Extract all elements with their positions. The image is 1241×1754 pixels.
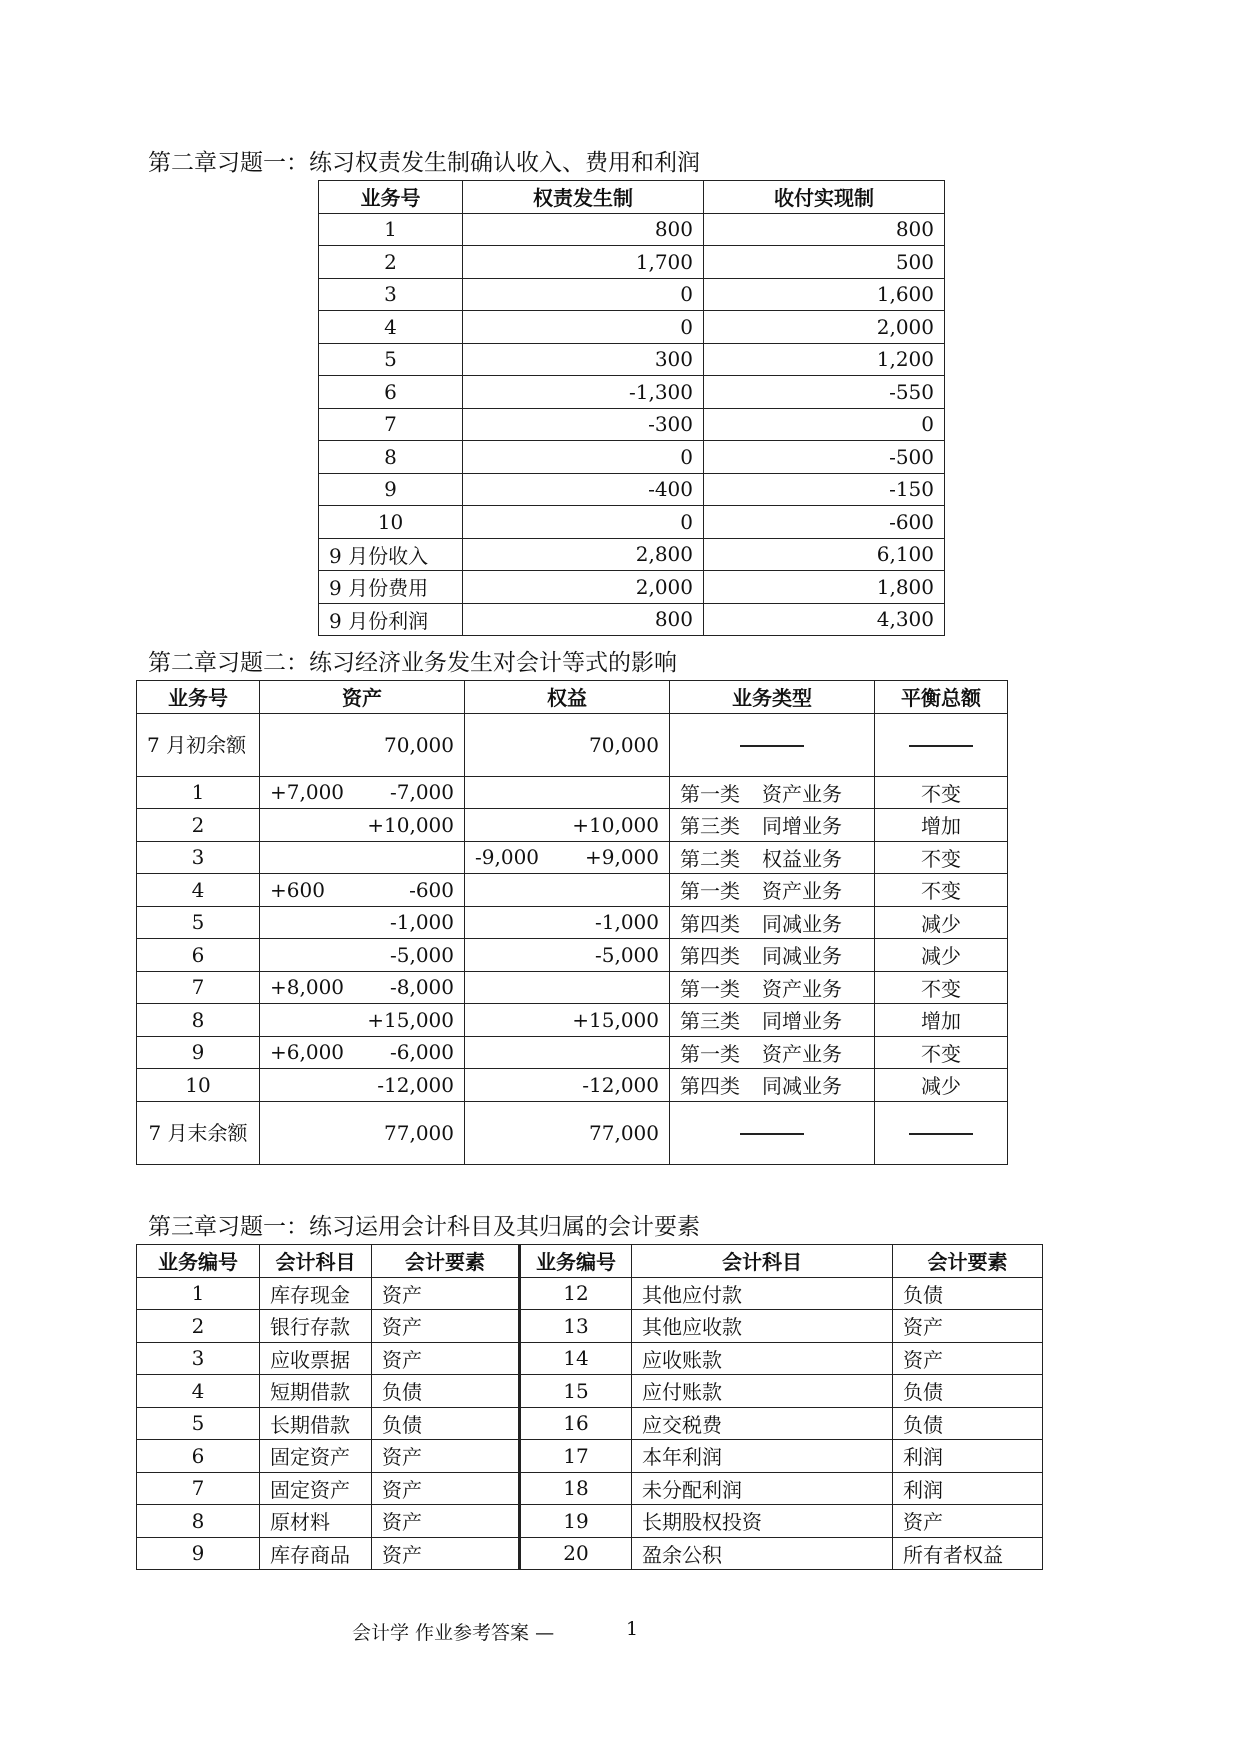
item-number: 5 xyxy=(137,1407,260,1440)
asset-split xyxy=(270,813,454,837)
account-element: 资产 xyxy=(893,1310,1043,1343)
account-name: 长期借款 xyxy=(260,1407,372,1440)
asset-cell xyxy=(260,1069,465,1102)
account-element: 利润 xyxy=(893,1440,1043,1473)
header-cell: 会计科目 xyxy=(260,1245,372,1278)
row-label: 4 xyxy=(319,311,463,344)
table-row xyxy=(137,1505,1043,1538)
account-element: 负债 xyxy=(372,1375,520,1408)
account-element: 资产 xyxy=(372,1505,520,1538)
header-cell: 业务号 xyxy=(319,181,463,214)
dash-mark xyxy=(909,1133,973,1135)
header-cell: 收付实现制 xyxy=(704,181,945,214)
asset-debit: +7,000 xyxy=(270,780,345,805)
accrual-value: 0 xyxy=(463,506,704,539)
account-name: 其他应付款 xyxy=(632,1277,893,1310)
item-number: 15 xyxy=(520,1375,632,1408)
accrual-value: -1,300 xyxy=(463,376,704,409)
row-label: 9 xyxy=(319,473,463,506)
equity-credit: -12,000 xyxy=(582,1072,659,1097)
accrual-value: 300 xyxy=(463,343,704,376)
account-element: 所有者权益 xyxy=(893,1537,1043,1570)
page-number: 1 xyxy=(626,1618,639,1640)
section2-heading: 第二章习题二：练习经济业务发生对会计等式的影响 xyxy=(148,650,677,676)
balance-change: 增加 xyxy=(875,809,1008,842)
balance-change: 不变 xyxy=(875,841,1008,874)
row-label: 9 月份利润 xyxy=(319,603,463,636)
type-class: 第四类 xyxy=(680,1074,740,1099)
account-name: 未分配利润 xyxy=(632,1472,893,1505)
accounting-equation-table xyxy=(136,680,1008,1165)
account-name: 银行存款 xyxy=(260,1310,372,1343)
account-name: 应收账款 xyxy=(632,1342,893,1375)
type-name: 资产业务 xyxy=(762,976,842,1001)
item-number: 14 xyxy=(520,1342,632,1375)
type-name: 同减业务 xyxy=(762,944,842,969)
equity-cell xyxy=(465,939,670,972)
header-cell: 权责发生制 xyxy=(463,181,704,214)
account-name: 长期股权投资 xyxy=(632,1505,893,1538)
table-row xyxy=(137,1407,1043,1440)
accrual-value: 2,800 xyxy=(463,538,704,571)
account-element: 负债 xyxy=(893,1277,1043,1310)
equity-credit: +9,000 xyxy=(584,845,659,870)
equity-split xyxy=(475,910,659,934)
table-row xyxy=(137,971,1008,1004)
type-cell xyxy=(670,874,875,907)
cash-value: 2,000 xyxy=(704,311,945,344)
account-name: 其他应收款 xyxy=(632,1310,893,1343)
header-cell: 会计要素 xyxy=(893,1245,1043,1278)
type-name: 资产业务 xyxy=(762,879,842,904)
account-name: 短期借款 xyxy=(260,1375,372,1408)
asset-cell xyxy=(260,906,465,939)
equity-cell xyxy=(465,809,670,842)
item-number: 18 xyxy=(520,1472,632,1505)
asset-credit: -8,000 xyxy=(389,975,454,1000)
type-name: 同减业务 xyxy=(762,911,842,936)
equity-cell xyxy=(465,874,670,907)
table-row xyxy=(319,603,945,636)
type-cell xyxy=(670,939,875,972)
asset-split xyxy=(270,1040,454,1064)
type-class: 第三类 xyxy=(680,814,740,839)
row-label: 9 月份收入 xyxy=(319,538,463,571)
opening-asset: 70,000 xyxy=(260,713,465,776)
account-name: 固定资产 xyxy=(260,1472,372,1505)
type-cell xyxy=(670,1004,875,1037)
equity-split xyxy=(475,1008,659,1032)
dash-cell xyxy=(670,713,875,776)
account-element: 利润 xyxy=(893,1472,1043,1505)
type-class: 第一类 xyxy=(680,781,740,806)
type-class: 第四类 xyxy=(680,944,740,969)
dash-cell xyxy=(875,1101,1008,1164)
account-element: 负债 xyxy=(893,1375,1043,1408)
equity-cell xyxy=(465,1069,670,1102)
table-row xyxy=(137,1342,1043,1375)
cash-value: -600 xyxy=(704,506,945,539)
asset-split xyxy=(270,910,454,934)
row-label: 1 xyxy=(319,213,463,246)
row-label: 2 xyxy=(319,246,463,279)
cash-value: 0 xyxy=(704,408,945,441)
balance-change: 减少 xyxy=(875,906,1008,939)
accrual-value: -400 xyxy=(463,473,704,506)
row-number: 2 xyxy=(137,809,260,842)
account-elements-table xyxy=(136,1244,1043,1570)
item-number: 3 xyxy=(137,1342,260,1375)
accrual-value: 0 xyxy=(463,311,704,344)
table-row xyxy=(137,776,1008,809)
cash-value: -150 xyxy=(704,473,945,506)
account-element: 资产 xyxy=(372,1277,520,1310)
equity-cell xyxy=(465,1036,670,1069)
closing-asset: 77,000 xyxy=(260,1101,465,1164)
type-name: 资产业务 xyxy=(762,781,842,806)
cash-value: 800 xyxy=(704,213,945,246)
type-class: 第一类 xyxy=(680,879,740,904)
item-number: 13 xyxy=(520,1310,632,1343)
table-row xyxy=(319,246,945,279)
dash-mark xyxy=(909,745,973,747)
row-label: 9 月份费用 xyxy=(319,571,463,604)
closing-balance-row xyxy=(137,1101,1008,1164)
header-cell: 会计科目 xyxy=(632,1245,893,1278)
type-class: 第二类 xyxy=(680,846,740,871)
item-number: 6 xyxy=(137,1440,260,1473)
row-number: 7 xyxy=(137,971,260,1004)
asset-split xyxy=(270,1073,454,1097)
table-row xyxy=(137,809,1008,842)
equity-cell xyxy=(465,906,670,939)
row-number: 4 xyxy=(137,874,260,907)
type-cell xyxy=(670,1069,875,1102)
asset-cell xyxy=(260,776,465,809)
row-number: 6 xyxy=(137,939,260,972)
balance-change: 增加 xyxy=(875,1004,1008,1037)
asset-cell xyxy=(260,841,465,874)
account-name: 本年利润 xyxy=(632,1440,893,1473)
equity-debit: -9,000 xyxy=(475,845,540,870)
header-cell: 权益 xyxy=(465,681,670,714)
item-number: 9 xyxy=(137,1537,260,1570)
equity-cell xyxy=(465,776,670,809)
equity-credit: +10,000 xyxy=(572,812,659,837)
account-name: 固定资产 xyxy=(260,1440,372,1473)
item-number: 19 xyxy=(520,1505,632,1538)
table-row xyxy=(137,1440,1043,1473)
cash-value: 4,300 xyxy=(704,603,945,636)
accrual-value: 0 xyxy=(463,278,704,311)
accrual-value: 800 xyxy=(463,213,704,246)
table-row xyxy=(319,343,945,376)
row-label: 10 xyxy=(319,506,463,539)
table-row xyxy=(319,473,945,506)
row-number: 3 xyxy=(137,841,260,874)
equity-credit: +15,000 xyxy=(572,1007,659,1032)
header-cell: 业务编号 xyxy=(520,1245,632,1278)
closing-label: 7 月末余额 xyxy=(137,1101,260,1164)
table-row xyxy=(137,1472,1043,1505)
equity-cell xyxy=(465,841,670,874)
row-number: 1 xyxy=(137,776,260,809)
asset-cell xyxy=(260,874,465,907)
cash-value: -550 xyxy=(704,376,945,409)
cash-value: 500 xyxy=(704,246,945,279)
table-row xyxy=(137,1036,1008,1069)
account-name: 应付账款 xyxy=(632,1375,893,1408)
equity-credit: -1,000 xyxy=(594,910,659,935)
account-name: 应收票据 xyxy=(260,1342,372,1375)
type-name: 同增业务 xyxy=(762,814,842,839)
type-class: 第三类 xyxy=(680,1009,740,1034)
asset-cell xyxy=(260,1036,465,1069)
account-name: 库存现金 xyxy=(260,1277,372,1310)
balance-change: 不变 xyxy=(875,776,1008,809)
asset-split xyxy=(270,975,454,999)
table-row xyxy=(137,1004,1008,1037)
table-row xyxy=(137,874,1008,907)
accrual-value: 800 xyxy=(463,603,704,636)
type-class: 第一类 xyxy=(680,976,740,1001)
row-label: 7 xyxy=(319,408,463,441)
account-element: 资产 xyxy=(372,1310,520,1343)
header-cell: 业务类型 xyxy=(670,681,875,714)
accrual-value: 1,700 xyxy=(463,246,704,279)
table-header-row xyxy=(319,181,945,214)
dash-cell xyxy=(670,1101,875,1164)
balance-change: 不变 xyxy=(875,1036,1008,1069)
balance-change: 减少 xyxy=(875,939,1008,972)
asset-cell xyxy=(260,1004,465,1037)
cash-value: 1,800 xyxy=(704,571,945,604)
asset-credit: -600 xyxy=(409,877,454,902)
table-row xyxy=(137,841,1008,874)
equity-credit: -5,000 xyxy=(594,942,659,967)
dash-mark xyxy=(740,1133,804,1135)
item-number: 8 xyxy=(137,1505,260,1538)
accrual-value: -300 xyxy=(463,408,704,441)
opening-balance-row xyxy=(137,713,1008,776)
account-element: 资产 xyxy=(372,1472,520,1505)
item-number: 1 xyxy=(137,1277,260,1310)
cash-value: 6,100 xyxy=(704,538,945,571)
item-number: 4 xyxy=(137,1375,260,1408)
account-element: 资产 xyxy=(893,1505,1043,1538)
table-row xyxy=(137,1310,1043,1343)
equity-cell xyxy=(465,1004,670,1037)
cash-value: 1,600 xyxy=(704,278,945,311)
header-cell: 资产 xyxy=(260,681,465,714)
asset-credit: -5,000 xyxy=(389,942,454,967)
row-number: 8 xyxy=(137,1004,260,1037)
table-header-row xyxy=(137,1245,1043,1278)
account-name: 盈余公积 xyxy=(632,1537,893,1570)
asset-credit: +15,000 xyxy=(367,1007,454,1032)
table-row xyxy=(319,571,945,604)
type-class: 第一类 xyxy=(680,1041,740,1066)
type-class: 第四类 xyxy=(680,911,740,936)
table-row xyxy=(319,506,945,539)
asset-cell xyxy=(260,939,465,972)
type-cell xyxy=(670,776,875,809)
opening-label: 7 月初余额 xyxy=(137,713,260,776)
item-number: 17 xyxy=(520,1440,632,1473)
table-header-row xyxy=(137,681,1008,714)
asset-split xyxy=(270,780,454,804)
type-cell xyxy=(670,906,875,939)
item-number: 12 xyxy=(520,1277,632,1310)
asset-cell xyxy=(260,971,465,1004)
table-row xyxy=(319,441,945,474)
table-row xyxy=(137,1069,1008,1102)
asset-debit: +8,000 xyxy=(270,975,345,1000)
table-row xyxy=(137,906,1008,939)
asset-credit: +10,000 xyxy=(367,812,454,837)
section3-heading: 第三章习题一：练习运用会计科目及其归属的会计要素 xyxy=(148,1214,700,1240)
row-number: 10 xyxy=(137,1069,260,1102)
asset-debit: +600 xyxy=(270,877,325,902)
row-number: 9 xyxy=(137,1036,260,1069)
table-row xyxy=(137,1375,1043,1408)
type-name: 资产业务 xyxy=(762,1041,842,1066)
table-row xyxy=(319,538,945,571)
cash-value: -500 xyxy=(704,441,945,474)
account-element: 资产 xyxy=(372,1537,520,1570)
equity-cell xyxy=(465,971,670,1004)
table-row xyxy=(137,1537,1043,1570)
item-number: 2 xyxy=(137,1310,260,1343)
account-element: 资产 xyxy=(372,1342,520,1375)
footer-text: 会计学 作业参考答案 — xyxy=(352,1622,555,1644)
account-element: 负债 xyxy=(893,1407,1043,1440)
account-name: 原材料 xyxy=(260,1505,372,1538)
table-row xyxy=(137,1277,1043,1310)
account-element: 资产 xyxy=(372,1440,520,1473)
table-row xyxy=(137,939,1008,972)
equity-split xyxy=(475,943,659,967)
table-row xyxy=(319,408,945,441)
closing-equity: 77,000 xyxy=(465,1101,670,1164)
asset-split xyxy=(270,1008,454,1032)
balance-change: 减少 xyxy=(875,1069,1008,1102)
dash-cell xyxy=(875,713,1008,776)
asset-split xyxy=(270,943,454,967)
type-name: 权益业务 xyxy=(762,846,842,871)
equity-split xyxy=(475,1073,659,1097)
cash-value: 1,200 xyxy=(704,343,945,376)
type-cell xyxy=(670,971,875,1004)
section1-heading: 第二章习题一：练习权责发生制确认收入、费用和利润 xyxy=(148,150,700,176)
account-name: 库存商品 xyxy=(260,1537,372,1570)
row-label: 6 xyxy=(319,376,463,409)
row-label: 3 xyxy=(319,278,463,311)
row-number: 5 xyxy=(137,906,260,939)
header-cell: 业务号 xyxy=(137,681,260,714)
asset-credit: -1,000 xyxy=(389,910,454,935)
account-element: 负债 xyxy=(372,1407,520,1440)
accrual-value: 0 xyxy=(463,441,704,474)
item-number: 16 xyxy=(520,1407,632,1440)
account-name: 应交税费 xyxy=(632,1407,893,1440)
type-cell xyxy=(670,1036,875,1069)
item-number: 20 xyxy=(520,1537,632,1570)
type-cell xyxy=(670,809,875,842)
accrual-vs-cash-table xyxy=(318,180,945,636)
table-row xyxy=(319,213,945,246)
opening-equity: 70,000 xyxy=(465,713,670,776)
row-label: 5 xyxy=(319,343,463,376)
type-name: 同增业务 xyxy=(762,1009,842,1034)
asset-credit: -7,000 xyxy=(389,780,454,805)
asset-debit: +6,000 xyxy=(270,1040,345,1065)
equity-split xyxy=(475,813,659,837)
equity-split xyxy=(475,845,659,869)
asset-credit: -12,000 xyxy=(377,1072,454,1097)
asset-cell xyxy=(260,809,465,842)
type-name: 同减业务 xyxy=(762,1074,842,1099)
header-cell: 会计要素 xyxy=(372,1245,520,1278)
account-element: 资产 xyxy=(893,1342,1043,1375)
balance-change: 不变 xyxy=(875,971,1008,1004)
balance-change: 不变 xyxy=(875,874,1008,907)
item-number: 7 xyxy=(137,1472,260,1505)
asset-credit: -6,000 xyxy=(389,1040,454,1065)
dash-mark xyxy=(740,745,804,747)
header-cell: 平衡总额 xyxy=(875,681,1008,714)
asset-split xyxy=(270,878,454,902)
row-label: 8 xyxy=(319,441,463,474)
accrual-value: 2,000 xyxy=(463,571,704,604)
table-row xyxy=(319,376,945,409)
table-row xyxy=(319,278,945,311)
header-cell: 业务编号 xyxy=(137,1245,260,1278)
table-row xyxy=(319,311,945,344)
type-cell xyxy=(670,841,875,874)
